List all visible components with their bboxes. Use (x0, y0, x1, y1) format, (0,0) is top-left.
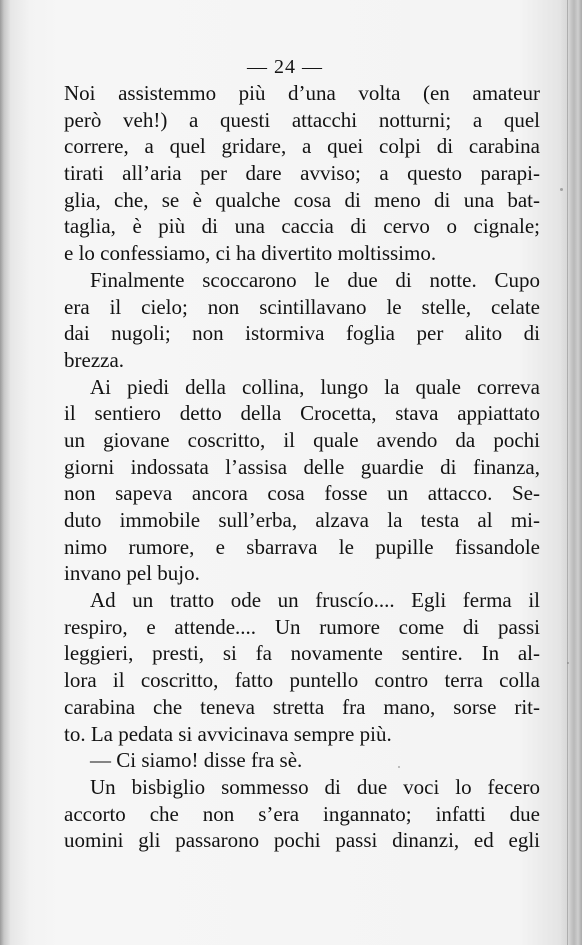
text-line: nimo rumore, e sbarrava le pupille fissandole (64, 534, 540, 559)
text-line: tirati all’aria per dare avviso; a questo parapi- (64, 161, 540, 186)
page-gutter-shadow (560, 0, 582, 945)
page-fold-line (567, 0, 568, 945)
text-line: carabina che teneva stretta fra mano, sorse rit- (64, 694, 540, 719)
text-line: però veh!) a questi attacchi notturni; a quel (64, 107, 540, 132)
text-line: Ad un tratto ode un fruscío.... Egli ferma il (90, 588, 540, 613)
text-line: lora il coscritto, fatto puntello contro terra colla (64, 668, 540, 693)
text-line: giorni indossata l’assisa delle guardie di finanza, (64, 454, 540, 479)
page-left-shadow (0, 0, 10, 945)
text-line: Finalmente scoccarono le due di notte. Cupo (90, 267, 540, 292)
text-line: Un bisbiglio sommesso di due voci lo fecero (90, 774, 540, 799)
text-line: to. La pedata si avvicinava sempre più. (64, 721, 392, 746)
text-line: uomini gli passarono pochi passi dinanzi, ed egli (64, 828, 540, 853)
text-line: respiro, e attende.... Un rumore come di passi (64, 614, 540, 639)
text-line: brezza. (64, 347, 125, 372)
text-line: leggieri, presti, si fa novamente sentire. In al- (64, 641, 540, 666)
text-line: taglia, è più di una caccia di cervo o cignale; (64, 214, 540, 239)
paper-speck (560, 188, 563, 191)
text-line: Noi assistemmo più d’una volta (en amateur (64, 81, 540, 105)
text-line: correre, a quel gridare, a quei colpi di carabina (64, 134, 540, 159)
text-line: e lo confessiamo, ci ha divertito moltissimo. (64, 241, 437, 266)
text-line: duto immobile sull’erba, alzava la testa al mi- (64, 508, 540, 532)
text-line: accorto che non s’era ingannato; infatti due (64, 801, 540, 826)
text-line: — Ci siamo! disse fra sè. (90, 748, 303, 773)
text-line: invano pel bujo. (64, 561, 200, 586)
text-line: glia, che, se è qualche cosa di meno di una bat- (64, 187, 540, 212)
text-line: era il cielo; non scintillavano le stelle, celate (64, 294, 540, 319)
page-body-text (64, 80, 540, 854)
text-line: Ai piedi della collina, lungo la quale correva (90, 374, 540, 399)
text-line: dai nugoli; non istormiva foglia per alito di (64, 321, 540, 346)
text-line: un giovane coscritto, il quale avendo da pochi (64, 427, 540, 452)
text-line: il sentiero detto della Crocetta, stava appiattato (64, 401, 540, 426)
text-line: non sapeva ancora cosa fosse un attacco. Se- (64, 481, 540, 506)
paper-speck (567, 662, 569, 664)
page-number: — 24 — (247, 56, 323, 78)
